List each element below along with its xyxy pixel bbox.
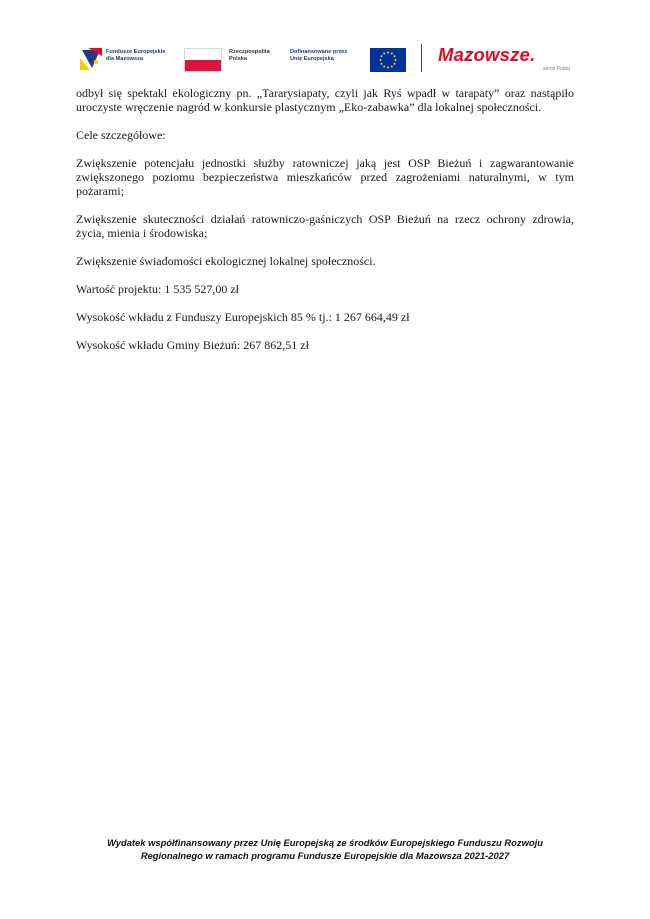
rp-logo-text: Rzeczpospolita Polska	[229, 49, 270, 62]
eu-star-icon	[383, 53, 385, 55]
paragraph-project-value: Wartość projektu: 1 535 527,00 zł	[76, 282, 240, 297]
fe-emblem-icon	[80, 46, 104, 72]
paragraph-goal-2: Zwiększenie skuteczności działań ratowniczo-gaśniczych OSP Bieżuń na rzecz ochrony zdrowia, życia, mienia i środowiska;	[76, 212, 574, 241]
fundusze-europejskie-logo	[80, 46, 178, 74]
eu-star-icon	[391, 53, 393, 55]
paragraph-event-description: odbył się spektakl ekologiczny pn. „Tararysiapaty, czyli jak Ryś wpadł w tarapaty” oraz nastąpiło uroczyste wręczenie nagród w konkursie plastycznym „Eko-zabawka” dla lokalnej społeczności.	[76, 86, 574, 115]
eu-star-icon	[391, 66, 393, 68]
eu-star-icon	[380, 59, 382, 61]
mazowsze-wordmark: Mazowsze.	[438, 44, 536, 65]
paragraph-goal-1: Zwiększenie potencjału jednostki służby ratowniczej jaką jest OSP Bieżuń i zagwarantowanie zwiększonego poziomu bezpieczeństwa mieszkańców przed zagrożeniami naturalnymi, w tym pożarami;	[76, 155, 574, 199]
eu-star-icon	[395, 59, 397, 61]
footer-cofinancing-note	[76, 836, 574, 863]
eu-star-icon	[383, 66, 385, 68]
footer-line-2: Regionalnego w ramach programu Fundusze Europejskie dla Mazowsza 2021-2027	[140, 850, 510, 862]
fe-logo-text: Fundusze Europejskie dla Mazowsza	[106, 49, 166, 62]
eu-star-icon	[381, 63, 383, 65]
eu-star-icon	[381, 55, 383, 57]
paragraph-goal-3: Zwiększenie świadomości ekologicznej lokalnej społeczności.	[76, 254, 376, 269]
logo-bar	[80, 42, 580, 78]
paragraph-eu-contribution: Wysokość wkładu z Funduszy Europejskich 85 % tj.: 1 267 664,49 zł	[76, 310, 410, 325]
paragraph-municipality-contribution: Wysokość wkładu Gminy Bieżuń: 267 862,51 zł	[76, 338, 309, 353]
eu-star-icon	[387, 52, 389, 54]
mazowsze-tagline: serce Polski	[543, 66, 570, 72]
mazowsze-logo	[438, 42, 580, 78]
poland-flag-icon	[184, 48, 222, 72]
document-body	[76, 86, 574, 366]
logo-divider	[421, 44, 422, 72]
eu-star-icon	[394, 63, 396, 65]
eu-logo-text: Dofinansowane przez Unię Europejską	[290, 49, 348, 62]
eu-star-icon	[387, 67, 389, 69]
eu-cofinancing-logo	[290, 46, 410, 74]
eu-flag-icon	[370, 48, 406, 72]
paragraph-goals-heading: Cele szczegółowe:	[76, 128, 166, 143]
eu-star-icon	[394, 55, 396, 57]
rzeczpospolita-logo	[184, 46, 274, 74]
footer-line-1: Wydatek współfinansowany przez Unię Europejską ze środków Europejskiego Funduszu Rozwoju	[107, 837, 543, 848]
